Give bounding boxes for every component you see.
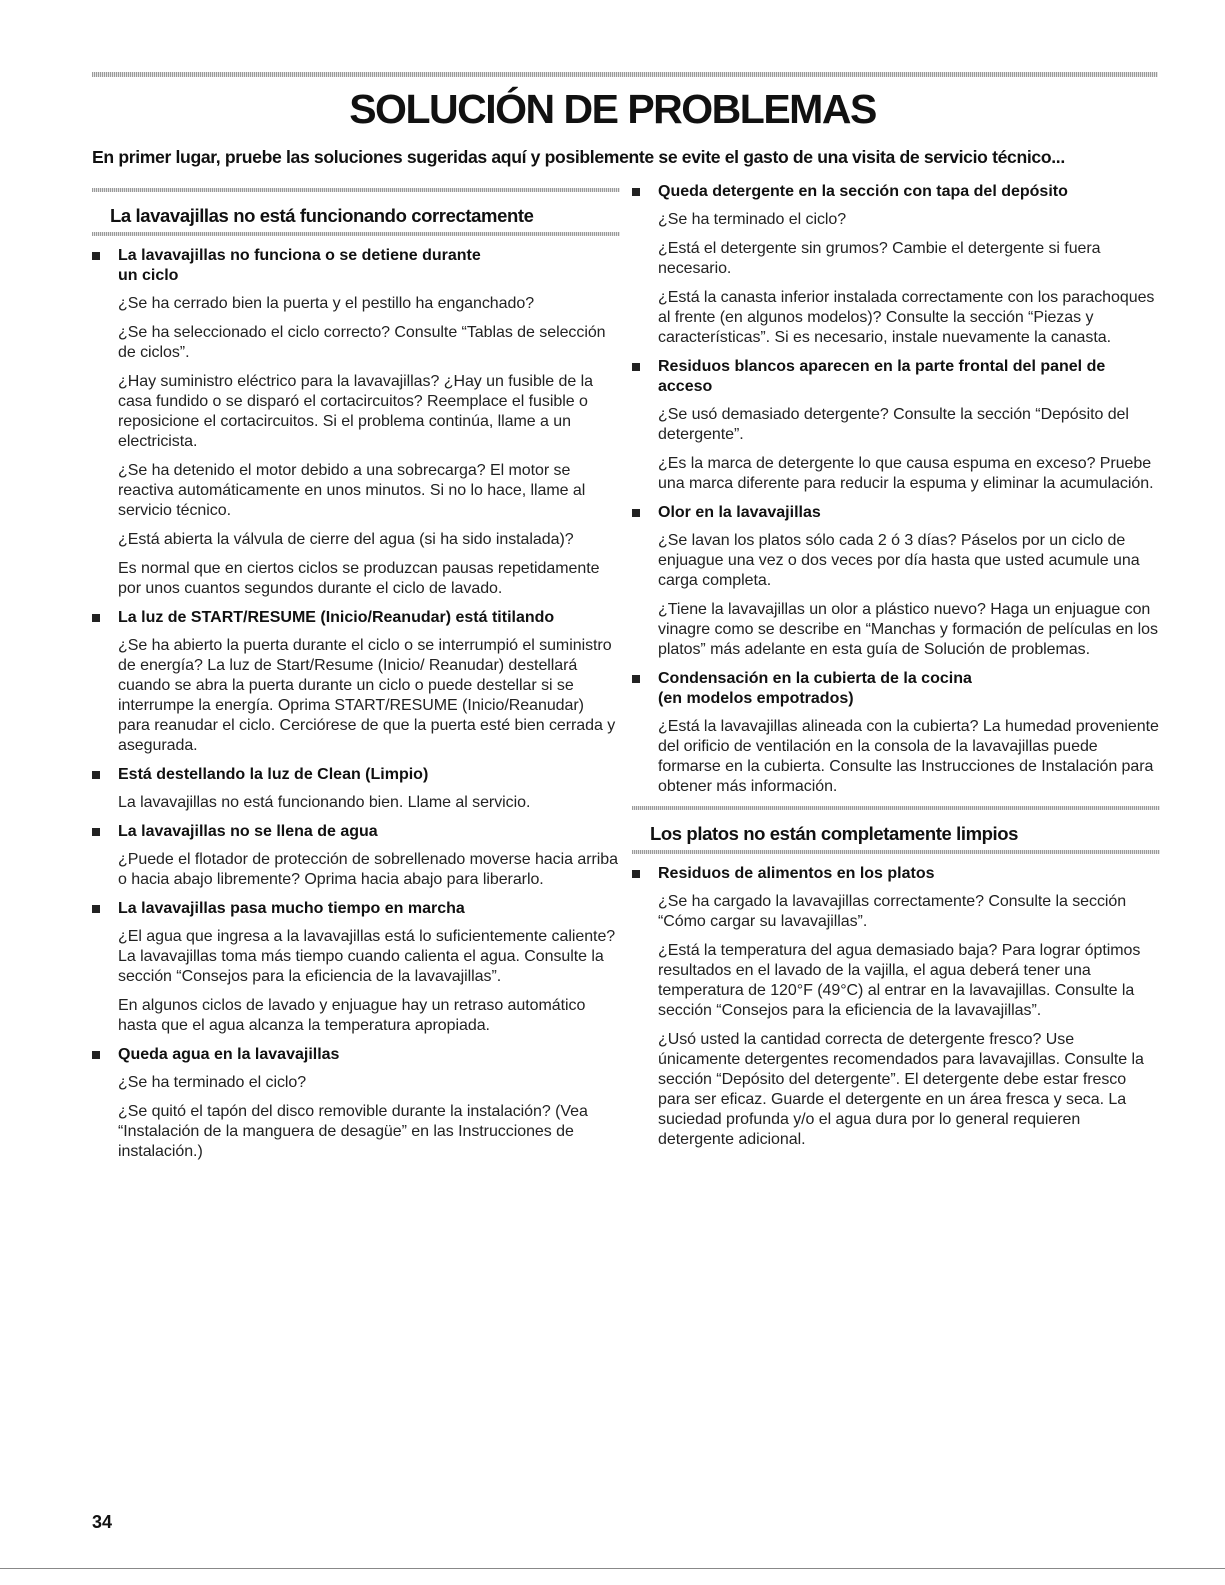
- section-header: [632, 806, 1160, 854]
- bullet-square-icon: [92, 828, 100, 836]
- bullet-square-icon: [92, 771, 100, 779]
- troubleshooting-item: [92, 1045, 620, 1162]
- bullet-square-icon: [632, 509, 640, 517]
- item-paragraph: ¿Se ha terminado el ciclo?: [118, 1074, 307, 1091]
- section-rule-bottom: [92, 232, 620, 236]
- bullet-square-icon: [632, 675, 640, 683]
- item-paragraph: ¿Está la lavavajillas alineada con la cubierta? La humedad proveniente del orificio de ventilación en la consola de la lavavajillas puede formarse en la cubierta. Consulte las Instrucciones de Instalación para obtener más información.: [658, 718, 1159, 795]
- item-paragraph: En algunos ciclos de lavado y enjuague hay un retraso automático hasta que el agua alcanza la temperatura apropiada.: [118, 997, 586, 1034]
- bullet-square-icon: [92, 905, 100, 913]
- item-title: Residuos blancos aparecen en la parte frontal del panel de acceso: [658, 358, 1106, 395]
- troubleshooting-item: [92, 246, 620, 599]
- item-title: La lavavajillas no funciona o se detiene durante un ciclo: [118, 247, 481, 284]
- item-paragraph: ¿Se ha cerrado bien la puerta y el pestillo ha enganchado?: [118, 295, 535, 312]
- item-paragraph: ¿Se ha detenido el motor debido a una sobrecarga? El motor se reactiva automáticamente en unos minutos. Si no lo hace, llame al servicio técnico.: [118, 462, 586, 519]
- right-column: [632, 183, 1160, 1159]
- item-title: Está destellando la luz de Clean (Limpio): [118, 766, 429, 783]
- item-paragraph: ¿Está la canasta inferior instalada correctamente con los parachoques al frente (en algunos modelos)? Consulte la sección “Piezas y características”. Si es necesario, instale nuevamente la canasta.: [658, 289, 1155, 346]
- bullet-square-icon: [92, 252, 100, 260]
- bottom-rule: [0, 1568, 1225, 1569]
- item-paragraph: ¿Puede el flotador de protección de sobrellenado moverse hacia arriba o hacia abajo libremente? Oprima hacia abajo para liberarlo.: [118, 851, 618, 888]
- item-paragraph: ¿Se ha cargado la lavavajillas correctamente? Consulte la sección “Cómo cargar su lavavajillas”.: [658, 893, 1127, 930]
- troubleshooting-item: [632, 357, 1160, 494]
- item-title: Olor en la lavavajillas: [658, 504, 821, 521]
- bullet-square-icon: [632, 188, 640, 196]
- item-paragraph: ¿El agua que ingresa a la lavavajillas está lo suficientemente caliente? La lavavajillas toma más tiempo cuando calienta el agua. Consulte la sección “Consejos para la eficiencia de la lavavajillas”.: [118, 928, 616, 985]
- page-number: 34: [92, 1512, 113, 1532]
- item-title: Condensación en la cubierta de la cocina (en modelos empotrados): [658, 670, 972, 707]
- section-title: Los platos no están completamente limpios: [650, 823, 1019, 844]
- item-title: Queda agua en la lavavajillas: [118, 1046, 340, 1063]
- item-paragraph: ¿Se lavan los platos sólo cada 2 ó 3 días? Páselos por un ciclo de enjuague una vez o dos veces por día hasta que usted acumule una carga completa.: [658, 532, 1140, 589]
- left-item-list: [92, 246, 620, 1162]
- bullet-square-icon: [92, 614, 100, 622]
- item-paragraph: ¿Usó usted la cantidad correcta de detergente fresco? Use únicamente detergentes recomendados para lavavajillas. Consulte la sección “Depósito del detergente”. El detergente debe estar fresco para ser eficaz. Guarde el detergente en un área fresca y seca. La suciedad profunda y/o el agua dura por lo general requieren detergente adicional.: [658, 1031, 1144, 1148]
- item-title: Residuos de alimentos en los platos: [658, 865, 935, 882]
- item-paragraph: ¿Es la marca de detergente lo que causa espuma en exceso? Pruebe una marca diferente para reducir la espuma y eliminar la acumulación.: [658, 455, 1154, 492]
- page-title: SOLUCIÓN DE PROBLEMAS: [349, 86, 876, 132]
- right-item-list: [632, 182, 1160, 797]
- bullet-square-icon: [632, 870, 640, 878]
- item-paragraph: ¿Hay suministro eléctrico para la lavavajillas? ¿Hay un fusible de la casa fundido o se disparó el cortacircuitos? Reemplace el fusible o reposicione el cortacircuitos. Si el problema continúa, llame a un electricista.: [118, 373, 593, 450]
- item-paragraph: La lavavajillas no está funcionando bien. Llame al servicio.: [118, 794, 531, 811]
- section-title: La lavavajillas no está funcionando correctamente: [110, 205, 534, 226]
- troubleshooting-item: [92, 899, 620, 1036]
- item-paragraph: ¿Se ha seleccionado el ciclo correcto? Consulte “Tablas de selección de ciclos”.: [118, 324, 606, 361]
- top-rule: [92, 72, 1158, 77]
- item-paragraph: ¿Se ha abierto la puerta durante el ciclo o se interrumpió el suministro de energía? La luz de Start/Resume (Inicio/ Reanudar) destellará cuando se abra la puerta durante un ciclo o puede destellar si se interrumpe la energía. Oprima START/RESUME (Inicio/Reanudar) para reanudar el ciclo. Cerciórese de que la puerta esté bien cerrada y asegurada.: [118, 637, 616, 754]
- item-paragraph: ¿Está la temperatura del agua demasiado baja? Para lograr óptimos resultados en el lavado de la vajilla, el agua deberá tener una temperatura de 120°F (49°C) al entrar en la lavavajillas. Consulte la sección “Consejos para la eficiencia de la lavavajillas”.: [658, 942, 1141, 1019]
- troubleshooting-item: [92, 765, 620, 813]
- page-subtitle: En primer lugar, pruebe las soluciones sugeridas aquí y posiblemente se evite el gasto de una visita de servicio técnico...: [92, 147, 1065, 167]
- item-title: La lavavajillas pasa mucho tiempo en marcha: [118, 900, 465, 917]
- section-header: [92, 188, 620, 236]
- troubleshooting-item: [632, 503, 1160, 660]
- item-title: Queda detergente en la sección con tapa del depósito: [658, 183, 1068, 200]
- item-paragraph: ¿Está abierta la válvula de cierre del agua (si ha sido instalada)?: [118, 531, 574, 548]
- bullet-square-icon: [632, 363, 640, 371]
- troubleshooting-item: [632, 669, 1160, 797]
- item-paragraph: ¿Está el detergente sin grumos? Cambie el detergente si fuera necesario.: [658, 240, 1101, 277]
- item-paragraph: ¿Se usó demasiado detergente? Consulte la sección “Depósito del detergente”.: [658, 406, 1129, 443]
- troubleshooting-item: [632, 864, 1160, 1150]
- left-column: [92, 188, 620, 1171]
- troubleshooting-item: [92, 822, 620, 890]
- section-rule-bottom: [632, 850, 1160, 854]
- item-title: La luz de START/RESUME (Inicio/Reanudar) está titilando: [118, 609, 555, 626]
- troubleshooting-item: [632, 182, 1160, 348]
- item-paragraph: ¿Se quitó el tapón del disco removible durante la instalación? (Vea “Instalación de la manguera de desagüe” en las Instrucciones de instalación.): [118, 1103, 588, 1160]
- bullet-square-icon: [92, 1051, 100, 1059]
- item-paragraph: ¿Se ha terminado el ciclo?: [658, 211, 847, 228]
- item-paragraph: Es normal que en ciertos ciclos se produzcan pausas repetidamente por unos cuantos segundos durante el ciclo de lavado.: [118, 560, 600, 597]
- item-paragraph: ¿Tiene la lavavajillas un olor a plástico nuevo? Haga un enjuague con vinagre como se describe en “Manchas y formación de películas en los platos” más adelante en esta guía de Solución de problemas.: [658, 601, 1158, 658]
- troubleshooting-item: [92, 608, 620, 756]
- item-title: La lavavajillas no se llena de agua: [118, 823, 378, 840]
- right-item-list-2: [632, 864, 1160, 1150]
